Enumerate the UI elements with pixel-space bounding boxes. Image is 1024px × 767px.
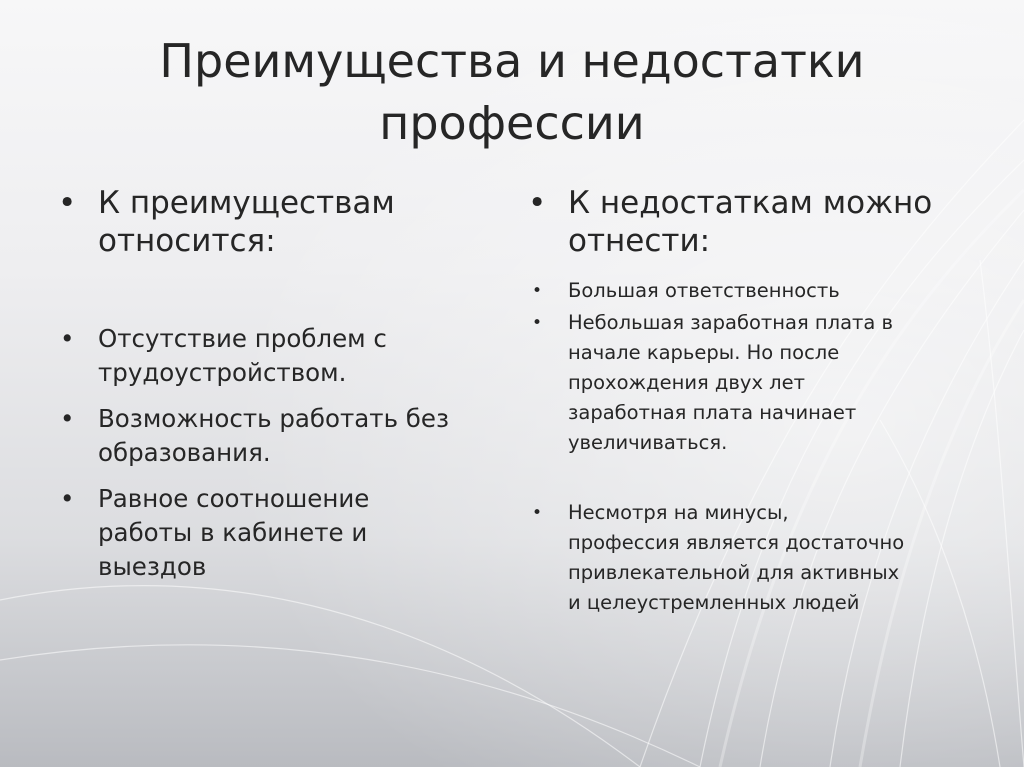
bullet-icon: •	[532, 503, 543, 523]
bullet-icon: •	[58, 185, 77, 221]
title-line-2: профессии	[379, 96, 645, 150]
title-line-1: Преимущества и недостатки	[159, 34, 865, 88]
bullet-icon: •	[528, 185, 547, 221]
page-title	[0, 30, 1024, 154]
disadvantages-list	[528, 184, 978, 618]
disadvantage-item: • Небольшая заработная плата в начале карьеры. Но после прохождения двух лет заработная плата начинает увеличиваться.	[528, 308, 978, 458]
disadvantage-item: • Несмотря на минусы, профессия является достаточно привлекательной для активных и целеустремленных людей	[528, 498, 978, 618]
bullet-icon: •	[532, 281, 543, 301]
advantages-list	[58, 184, 498, 584]
advantage-item: • Отсутствие проблем с трудоустройством.	[60, 324, 387, 387]
bullet-icon: •	[60, 404, 75, 433]
bullet-icon: •	[532, 313, 543, 333]
bullet-icon: •	[60, 484, 75, 513]
disadvantage-item: • Большая ответственность	[528, 276, 978, 306]
disadvantages-heading: • К недостаткам можно отнести:	[528, 185, 933, 259]
advantages-heading: • К преимуществам относится:	[58, 185, 395, 259]
advantage-item: • Возможность работать без образования.	[60, 404, 450, 467]
advantage-item: • Равное соотношение работы в кабинете и выездов	[60, 484, 370, 581]
bullet-icon: •	[60, 324, 75, 353]
